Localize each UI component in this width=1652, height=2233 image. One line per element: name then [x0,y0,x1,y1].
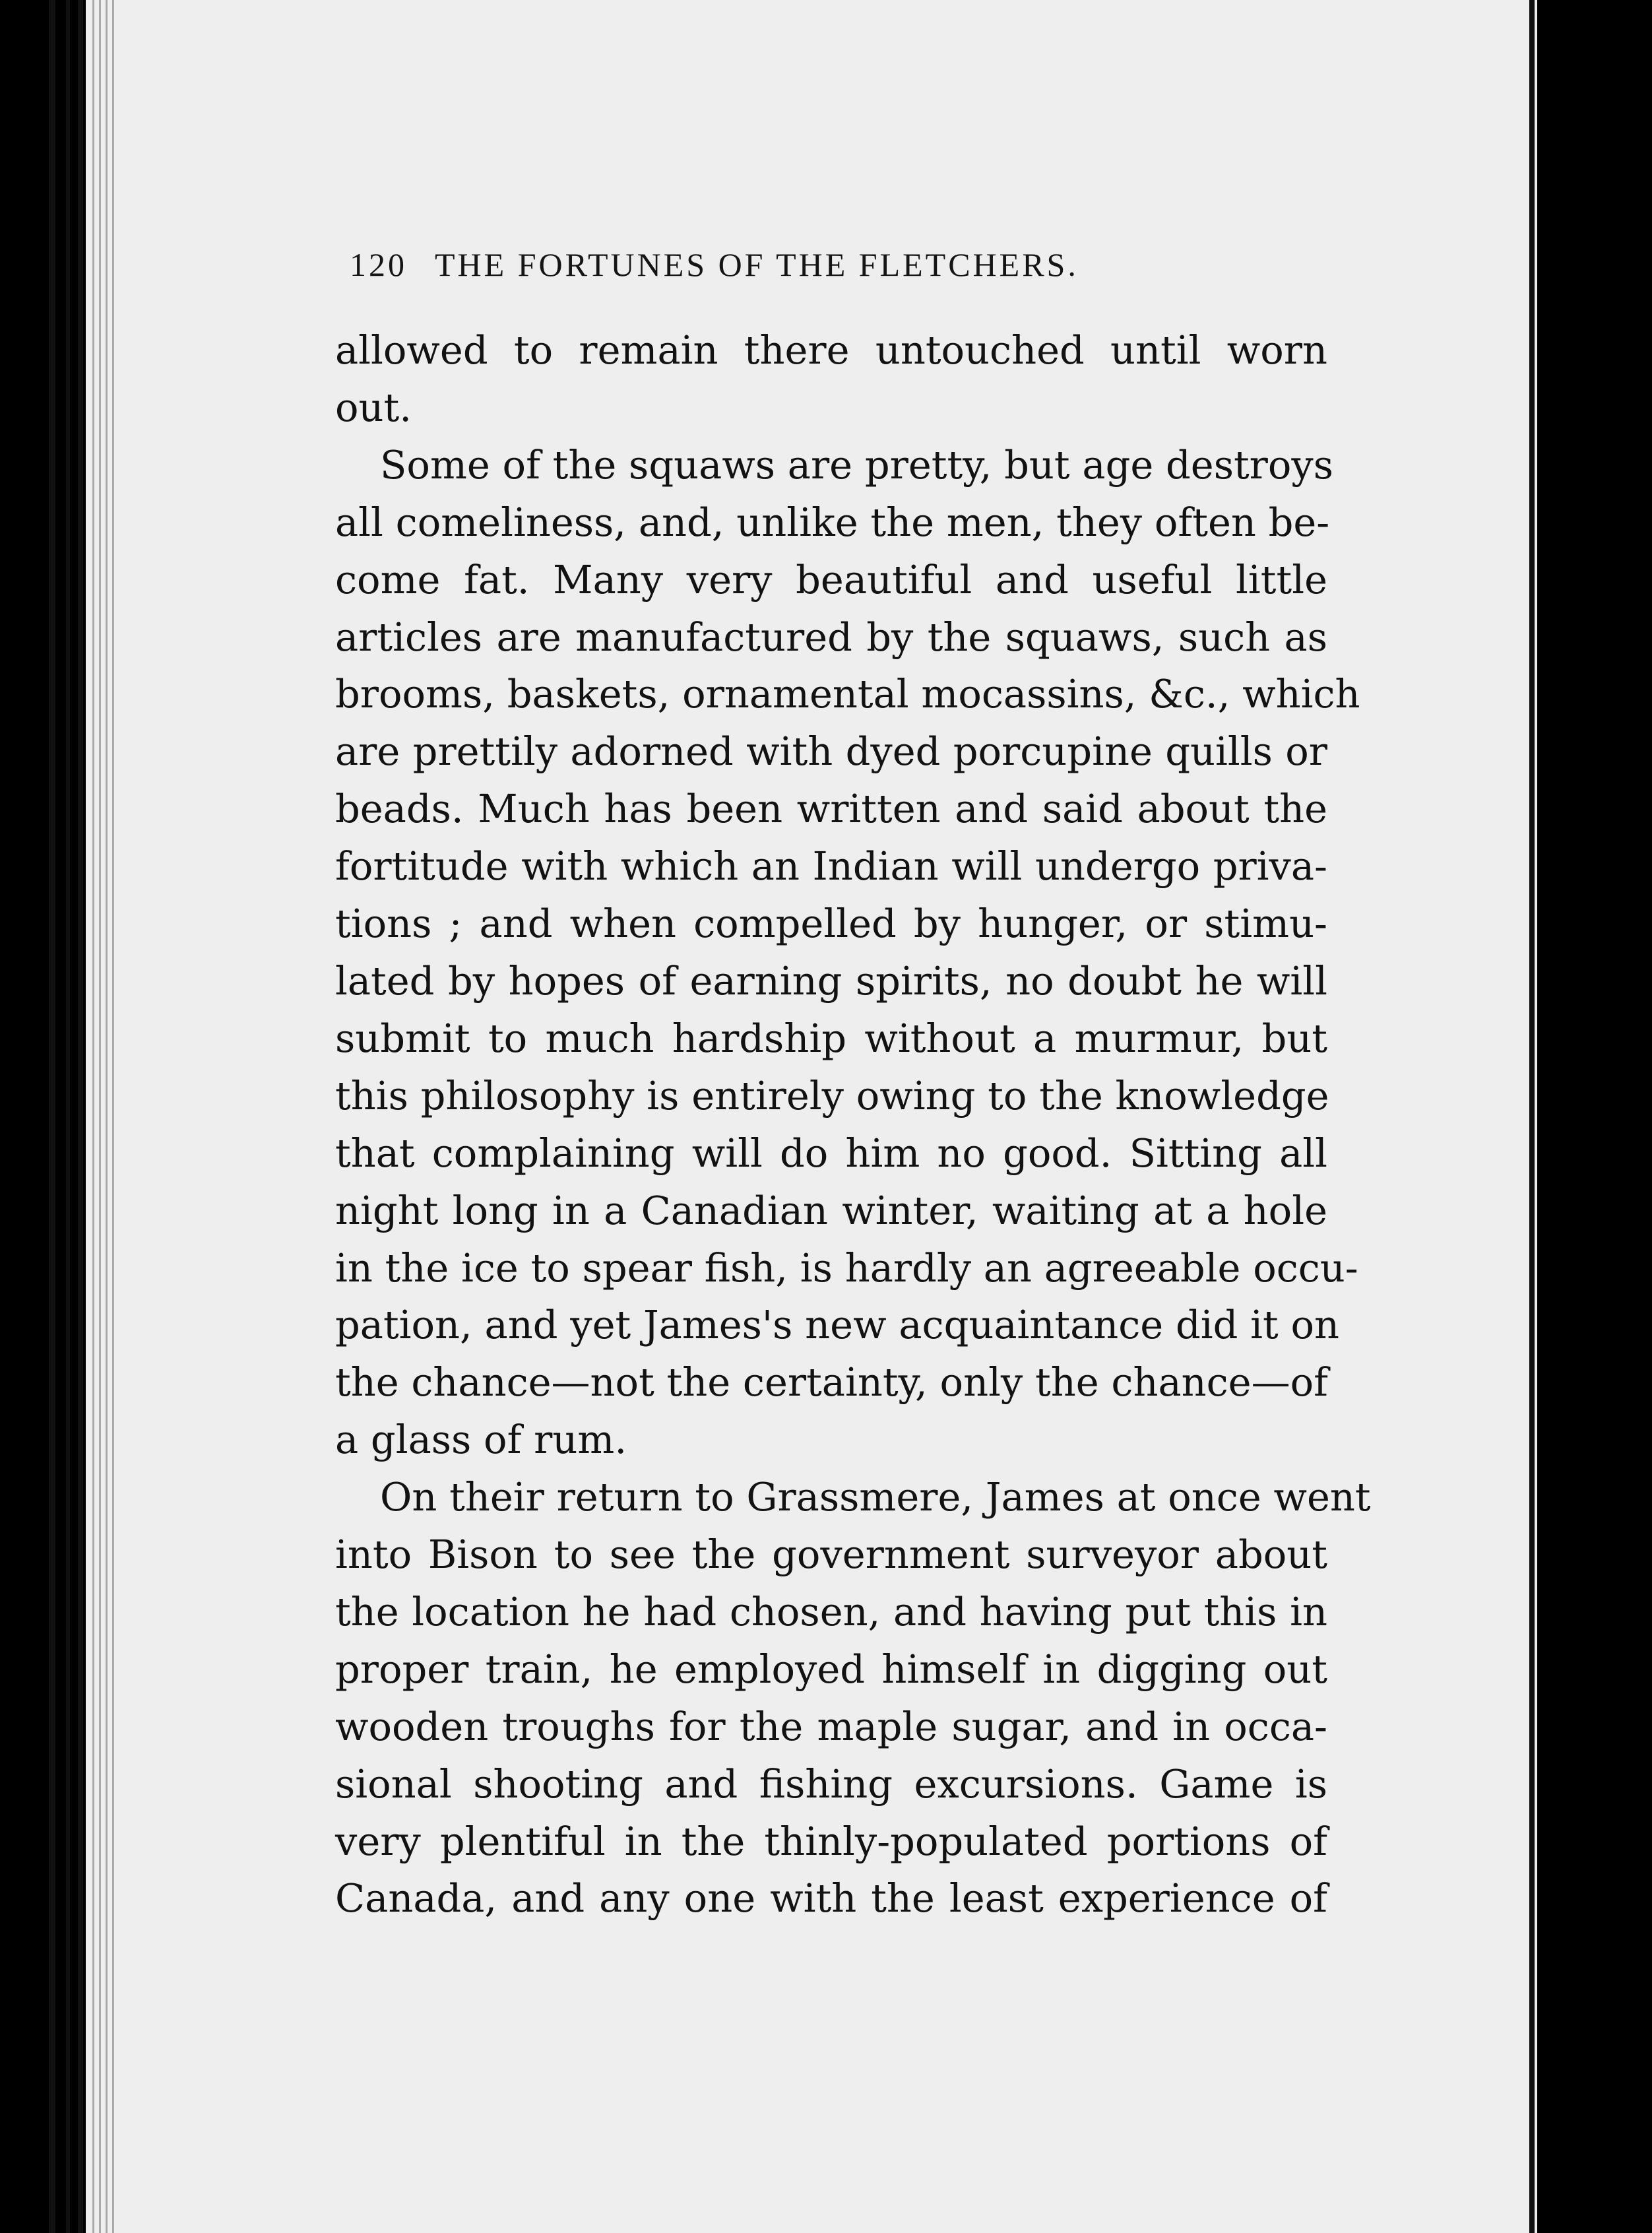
text-line: come fat. Many very beautiful and useful little [335,556,1327,602]
text-line: are prettily adorned with dyed porcupine quills or [335,728,1327,775]
text-line: into Bison to see the government surveyor about [335,1532,1327,1578]
text-line: Canada, and any one with the least experience of [335,1875,1327,1922]
page-edge [66,0,70,2233]
text-line: On their return to Grassmere, James at once went [380,1474,1371,1520]
page-edge [49,0,55,2233]
text-line: that complaining will do him no good. Sitting all [335,1130,1327,1176]
text-line: submit to much hardship without a murmur, but [335,1015,1327,1061]
text-line: proper train, he employed himself in digging out [335,1646,1327,1692]
text-line: out. [335,384,412,430]
page-edge-line [106,0,108,2233]
text-line: Some of the squaws are pretty, but age destroys [380,441,1334,488]
text-line: sional shooting and fishing excursions. Game is [335,1761,1327,1807]
page-number: 120 [350,246,407,283]
text-line: the location he had chosen, and having put this in [335,1588,1327,1634]
text-line: allowed to remain there untouched until worn [335,327,1327,373]
text-line: fortitude with which an Indian will undergo priva- [335,843,1327,890]
text-line: tions ; and when compelled by hunger, or stimu- [335,901,1327,947]
text-line: brooms, baskets, ornamental mocassins, &c., which [335,671,1360,717]
running-title: THE FORTUNES OF THE FLETCHERS. [435,246,1079,283]
text-line: wooden troughs for the maple sugar, and in occa- [335,1703,1327,1749]
text-line: pation, and yet James's new acquaintance did it on [335,1302,1339,1348]
text-line: night long in a Canadian winter, waiting at a hole [335,1187,1327,1233]
text-line: very plentiful in the thinly-populated portions of [335,1818,1327,1864]
page-edge-line [92,0,94,2233]
page-edge [78,0,83,2233]
text-line: lated by hopes of earning spirits, no doubt he will [335,957,1327,1004]
text-line: all comeliness, and, unlike the men, they often be- [335,499,1330,545]
text-line: this philosophy is entirely owing to the knowledge [335,1072,1329,1118]
text-line: in the ice to spear fish, is hardly an agreeable occu- [335,1245,1358,1291]
text-line: beads. Much has been written and said about the [335,786,1327,832]
text-line: a glass of rum. [335,1417,627,1463]
page-edge [1529,0,1535,2233]
page-edge-line [112,0,114,2233]
page-edge-line [99,0,101,2233]
running-head [350,245,1207,284]
body-text [335,322,1371,1927]
text-line: articles are manufactured by the squaws, such as [335,614,1327,660]
text-line: the chance—not the certainty, only the chance—of [335,1359,1328,1406]
